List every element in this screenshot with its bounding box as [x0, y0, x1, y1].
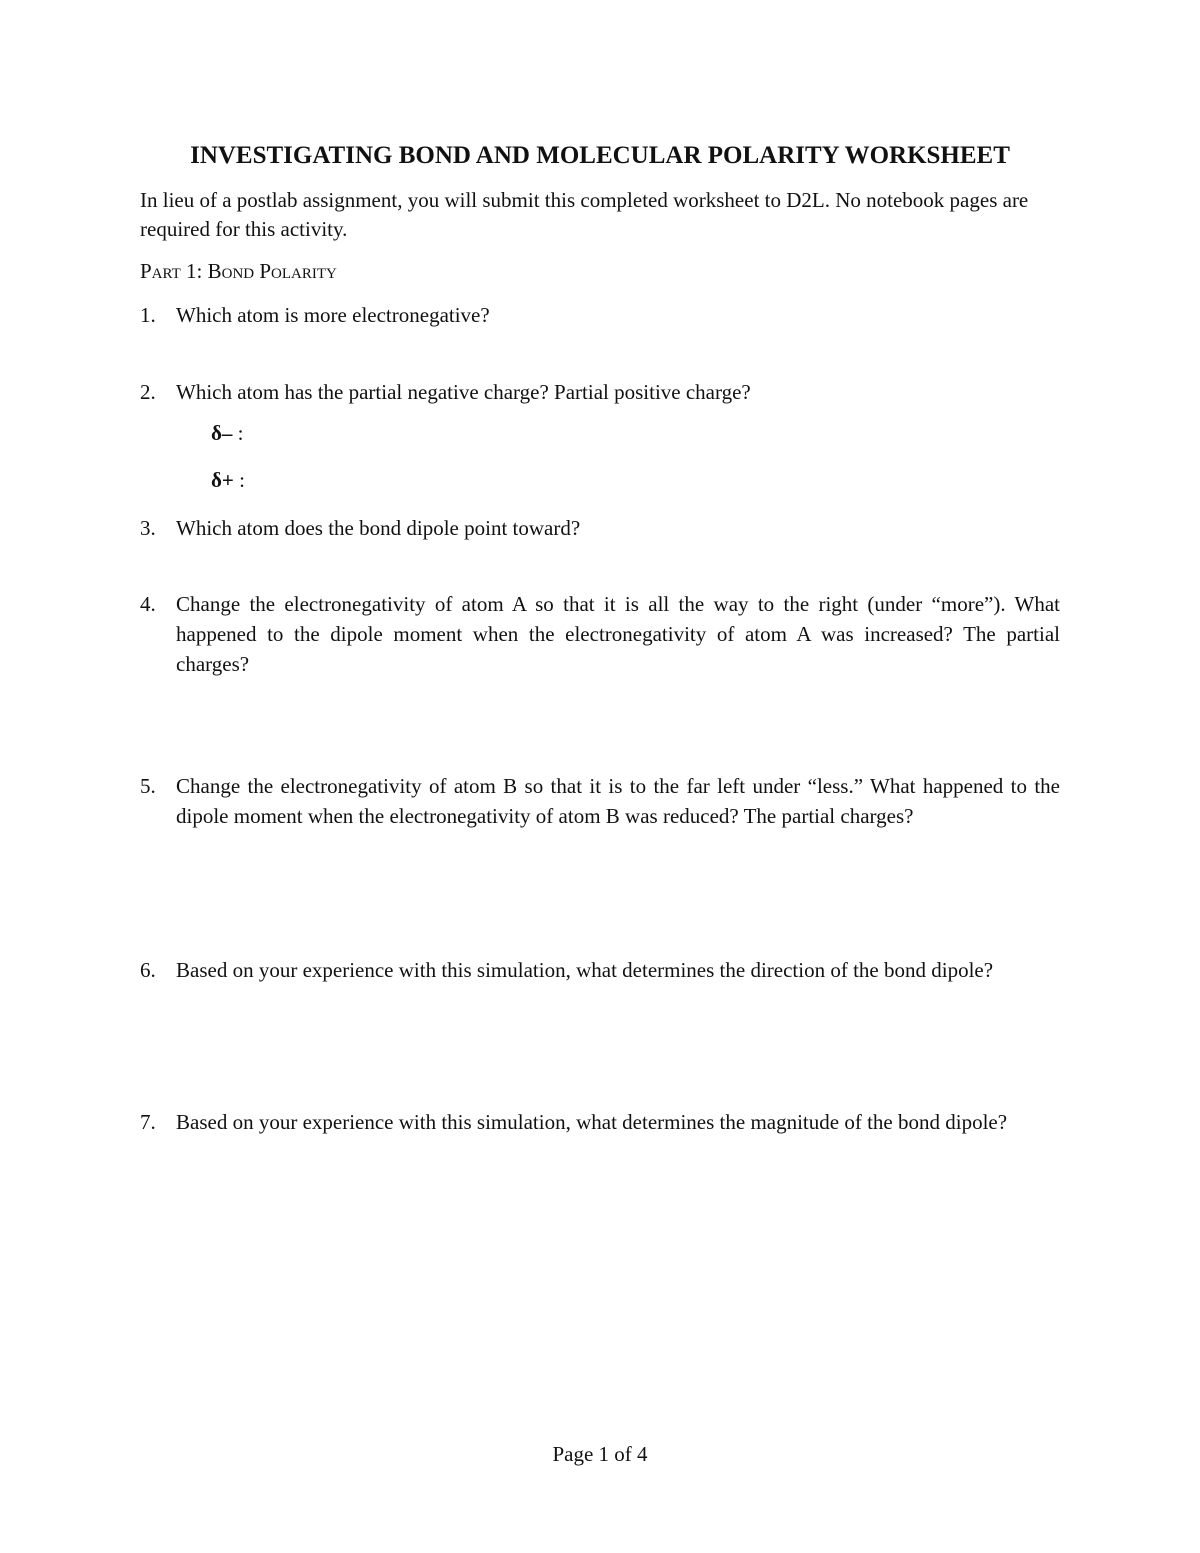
question-7	[140, 1107, 1060, 1137]
question-6	[140, 955, 1060, 985]
question-number: 4.	[140, 592, 156, 616]
worksheet-title: INVESTIGATING BOND AND MOLECULAR POLARITY WORKSHEET	[190, 142, 1010, 169]
page-number-footer: Page 1 of 4	[552, 1442, 648, 1466]
delta-minus-symbol: δ–	[211, 421, 233, 445]
delta-plus-symbol: δ+	[211, 468, 234, 492]
question-2	[140, 377, 1060, 407]
delta-minus-colon: :	[232, 421, 244, 445]
question-4	[140, 589, 1060, 679]
question-5	[140, 771, 1060, 831]
intro-paragraph: In lieu of a postlab assignment, you will submit this completed worksheet to D2L. No notebook pages are required for this activity.	[140, 188, 1029, 241]
question-1	[140, 300, 1060, 330]
delta-plus-line	[211, 468, 245, 493]
question-number: 7.	[140, 1110, 156, 1134]
question-number: 5.	[140, 774, 156, 798]
question-number: 6.	[140, 958, 156, 982]
question-3	[140, 513, 1060, 543]
delta-plus-colon: :	[233, 468, 245, 492]
question-text: Based on your experience with this simulation, what determines the magnitude of the bond dipole?	[176, 1110, 1008, 1134]
question-text: Which atom does the bond dipole point toward?	[176, 516, 581, 540]
question-number: 3.	[140, 516, 156, 540]
question-text: Based on your experience with this simulation, what determines the direction of the bond dipole?	[176, 958, 994, 982]
question-text: Change the electronegativity of atom A so that it is all the way to the right (under “more”). What happened to the dipole moment when the electronegativity of atom A was increased? The partial charges?	[176, 592, 1060, 676]
question-number: 1.	[140, 303, 156, 327]
part-1-heading: Part 1: Bond Polarity	[140, 259, 337, 283]
question-text: Which atom is more electronegative?	[176, 303, 490, 327]
question-number: 2.	[140, 380, 156, 404]
delta-minus-line	[211, 421, 244, 446]
question-text: Change the electronegativity of atom B so that it is to the far left under “less.” What happened to the dipole moment when the electronegativity of atom B was reduced? The partial charges?	[176, 774, 1060, 828]
question-text: Which atom has the partial negative charge? Partial positive charge?	[176, 380, 751, 404]
